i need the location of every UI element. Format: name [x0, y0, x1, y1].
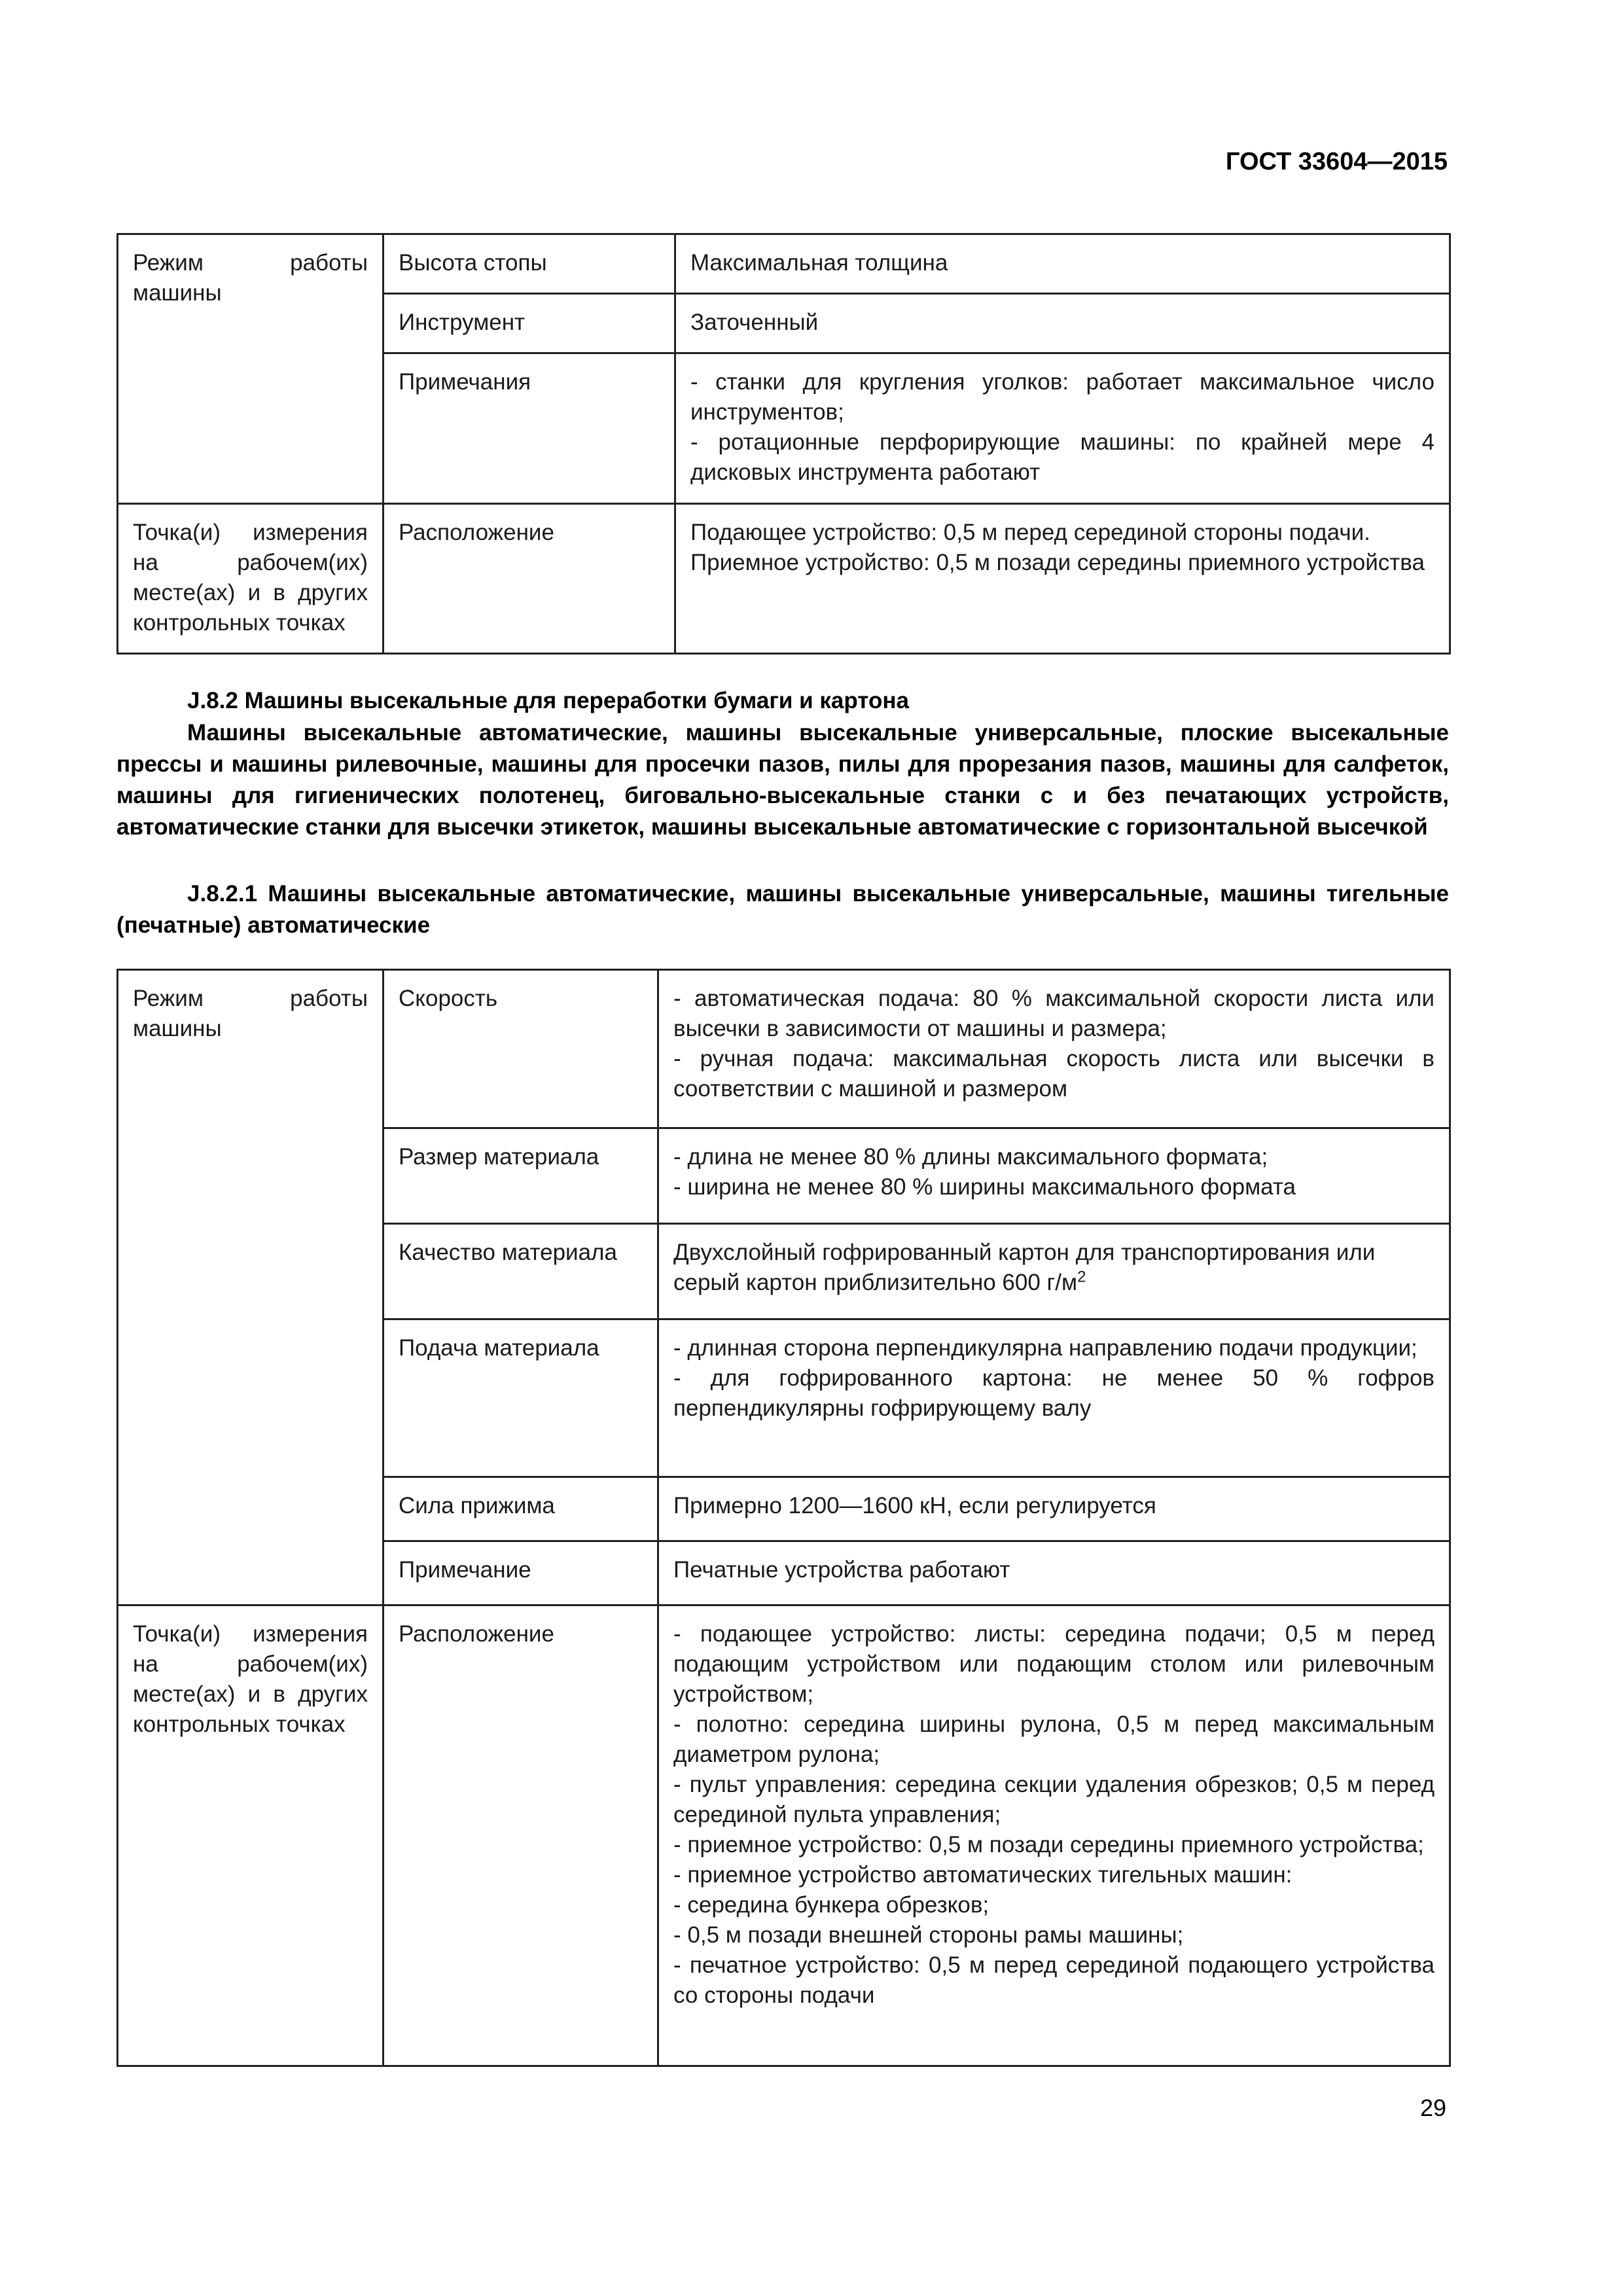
location-line: - 0,5 м позади внешней стороны рамы машины;: [673, 1922, 1184, 1948]
param-cell: Подача материала: [383, 1319, 658, 1477]
table-row: [118, 1605, 1450, 2066]
value-line: - ширина не менее 80 % ширины максимального формата: [673, 1174, 1296, 1200]
value-cell: Максимальная толщина: [675, 234, 1450, 294]
table-2: [116, 969, 1451, 2067]
value-line: - автоматическая подача: 80 % максимальной скорости листа или высечки в зависимости от машины и размера;: [673, 986, 1435, 1041]
value-cell: [658, 970, 1450, 1128]
document-header: ГОСТ 33604—2015: [1225, 148, 1448, 175]
location-line: Подающее устройство: 0,5 м перед серединой стороны подачи.: [690, 520, 1370, 545]
location-line: - печатное устройство: 0,5 м перед серединой подающего устройства со стороны подачи: [673, 1952, 1435, 2008]
param-cell: Примечания: [383, 353, 675, 504]
value-cell: Заточенный: [675, 294, 1450, 353]
param-cell: Инструмент: [383, 294, 675, 353]
param-cell: Размер материала: [383, 1128, 658, 1224]
value-cell: [675, 353, 1450, 504]
location-line: - пульт управления: середина секции удаления обрезков; 0,5 м перед серединой пульта управления;: [673, 1772, 1435, 1827]
material-quality-text: Двухслойный гофрированный картон для транспортирования или серый картон приблизительно 600 г/м: [673, 1240, 1376, 1295]
value-cell: Примерно 1200—1600 кН, если регулируется: [658, 1477, 1450, 1541]
mode-label-cell: Режим работы машины: [118, 234, 383, 504]
note-line: - станки для кругления уголков: работает максимальное число инструментов;: [690, 369, 1435, 425]
param-cell: Расположение: [383, 504, 675, 654]
location-line: Приемное устройство: 0,5 м позади середины приемного устройства: [690, 550, 1425, 575]
value-cell: [675, 504, 1450, 654]
section-heading: J.8.2 Машины высекальные для переработки бумаги и картона: [187, 688, 909, 713]
page-number: 29: [1419, 2094, 1446, 2121]
section-text: Машины высекальные автоматические, машины высекальные универсальные, плоские высекальные прессы и машины рилевочные, машины для просечки пазов, пилы для прорезания пазов, машины для салфеток, машины для гигиенических полотенец, биговально-высекальные станки с и без печатающих устройств, автоматические станки для высечки этикеток, машины высекальные автоматические с горизонтальной высечкой: [116, 720, 1449, 840]
param-cell: Качество материала: [383, 1224, 658, 1319]
location-line: - полотно: середина ширины рулона, 0,5 м перед максимальным диаметром рулона;: [673, 1712, 1435, 1767]
param-cell: Примечание: [383, 1541, 658, 1605]
param-cell: Сила прижима: [383, 1477, 658, 1541]
value-cell: [658, 1128, 1450, 1224]
table-row: [118, 970, 1450, 1128]
table-1: [116, 233, 1451, 655]
note-line: - ротационные перфорирующие машины: по крайней мере 4 дисковых инструмента работают: [690, 429, 1435, 485]
point-label-cell: Точка(и) измерения на рабочем(их) месте(ах) и в других контрольных точках: [118, 504, 383, 654]
location-line: - середина бункера обрезков;: [673, 1892, 990, 1918]
value-cell: [658, 1319, 1450, 1477]
value-line: - длинная сторона перпендикулярна направлению подачи продукции;: [673, 1335, 1418, 1361]
value-cell: [658, 1224, 1450, 1319]
param-cell: Скорость: [383, 970, 658, 1128]
superscript: 2: [1077, 1268, 1086, 1286]
point-label-cell: Точка(и) измерения на рабочем(их) месте(ах) и в других контрольных точках: [118, 1605, 383, 2066]
param-cell: Высота стопы: [383, 234, 675, 294]
location-line: - приемное устройство автоматических тигельных машин:: [673, 1862, 1293, 1888]
value-line: - ручная подача: максимальная скорость листа или высечки в соответствии с машиной и размером: [673, 1046, 1435, 1102]
location-line: - приемное устройство: 0,5 м позади середины приемного устройства;: [673, 1832, 1424, 1857]
location-line: - подающее устройство: листы: середина подачи; 0,5 м перед подающим устройством или подающим столом или рилевочным устройством;: [673, 1621, 1435, 1707]
mode-label-cell: Режим работы машины: [118, 970, 383, 1605]
table-row: [118, 234, 1450, 294]
param-cell: Расположение: [383, 1605, 658, 2066]
table-row: [118, 504, 1450, 654]
value-line: - длина не менее 80 % длины максимального формата;: [673, 1144, 1268, 1170]
value-cell: Печатные устройства работают: [658, 1541, 1450, 1605]
value-line: - для гофрированного картона: не менее 50 % гофров перпендикулярны гофрирующему валу: [673, 1365, 1435, 1421]
value-cell: [658, 1605, 1450, 2066]
subsection-heading: J.8.2.1 Машины высекальные автоматические, машины высекальные универсальные, машины тигельные (печатные) автоматические: [116, 881, 1449, 938]
